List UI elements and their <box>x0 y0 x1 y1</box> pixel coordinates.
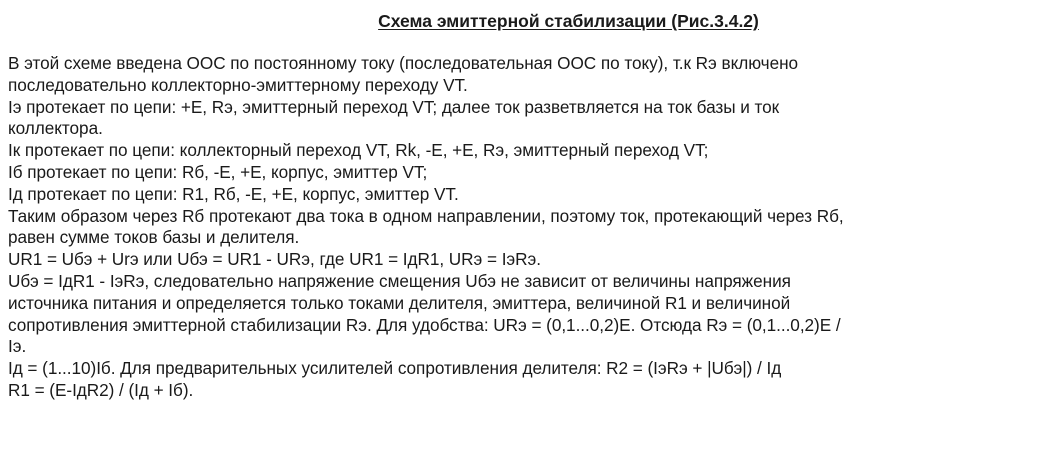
text-line: Iэ протекает по цепи: +Е, Rэ, эмиттерный переход VT; далее ток разветвляется на ток базы и ток <box>8 96 780 117</box>
text-line: коллектора. <box>8 118 103 139</box>
text-line: Uбэ = IдR1 - IэRэ, следовательно напряжение смещения Uбэ не зависит от величины напряжения <box>8 270 791 291</box>
text-line: равен сумме токов базы и делителя. <box>8 227 300 248</box>
text-line: последовательно коллекторно-эмиттерному переходу VT. <box>8 74 468 95</box>
text-line: Таким образом через Rб протекают два тока в одном направлении, поэтому ток, протекающий через Rб, <box>8 205 844 226</box>
text-line: Iд = (1...10)Iб. Для предварительных усилителей сопротивления делителя: R2 = (IэRэ + |Uбэ|) / Iд <box>8 358 782 379</box>
text-line: Iк протекает по цепи: коллекторный переход VT, Rk, -E, +E, Rэ, эмиттерный переход VT; <box>8 140 709 161</box>
text-line: R1 = (E-IдR2) / (Iд + Iб). <box>8 379 194 400</box>
text-line: Iэ. <box>8 336 27 357</box>
text-line: Iб протекает по цепи: Rб, -E, +E, корпус, эмиттер VT; <box>8 161 428 182</box>
text-line: сопротивления эмиттерной стабилизации Rэ. Для удобства: URэ = (0,1...0,2)E. Отсюда Rэ = (0,1...0,2)E / <box>8 314 841 335</box>
document-title <box>8 10 1045 32</box>
text-line: В этой схеме введена ООС по постоянному току (последовательная ООС по току), т.к Rэ включено <box>8 53 799 73</box>
text-line: источника питания и определяется только токами делителя, эмиттера, величиной R1 и величиной <box>8 292 791 313</box>
document-title-text: Схема эмиттерной стабилизации (Рис.3.4.2) <box>378 11 759 31</box>
text-line: UR1 = Uбэ + Urэ или Uбэ = UR1 - URэ, где UR1 = IдR1, URэ = IэRэ. <box>8 249 541 270</box>
text-line: Iд протекает по цепи: R1, Rб, -E, +E, корпус, эмиттер VT. <box>8 183 459 204</box>
document-body <box>8 53 1045 402</box>
